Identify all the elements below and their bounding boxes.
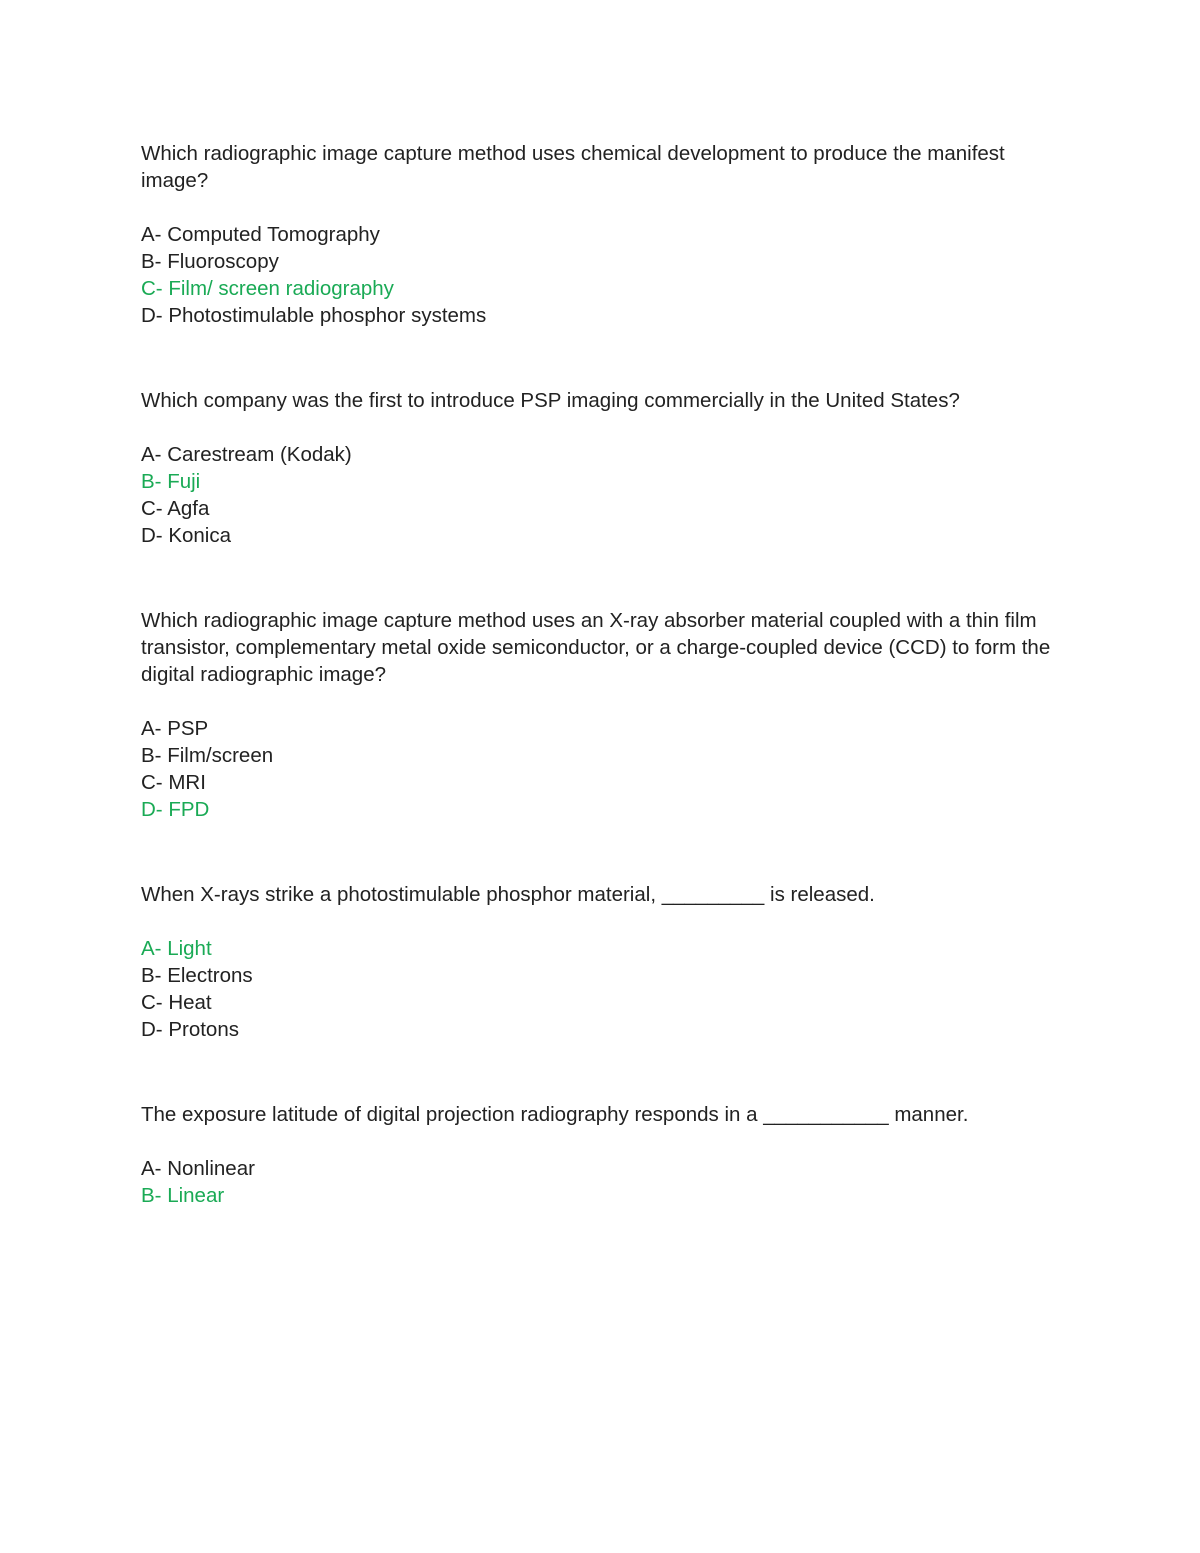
question-text: The exposure latitude of digital projection radiography responds in a ___________ manner. [141, 1103, 969, 1126]
answer-option: A- Carestream (Kodak) [141, 443, 352, 466]
correct-answer-option: D- FPD [141, 798, 210, 821]
answer-options [141, 715, 1061, 823]
answer-option: B- Fluoroscopy [141, 250, 279, 273]
question-5 [141, 1101, 1061, 1209]
answer-option: D- Protons [141, 1018, 239, 1041]
answer-option: C- Heat [141, 991, 212, 1014]
answer-option: D- Konica [141, 524, 232, 547]
correct-answer-option: B- Fuji [141, 470, 201, 493]
answer-option: C- Agfa [141, 497, 210, 520]
correct-answer-option: C- Film/ screen radiography [141, 277, 394, 300]
answer-options [141, 221, 1061, 329]
question-3 [141, 607, 1061, 823]
question-text: When X-rays strike a photostimulable phosphor material, _________ is released. [141, 883, 875, 906]
answer-option: B- Film/screen [141, 744, 274, 767]
answer-option: C- MRI [141, 771, 206, 794]
answer-option: D- Photostimulable phosphor systems [141, 304, 487, 327]
question-2 [141, 387, 1061, 549]
quiz-content [141, 140, 1061, 1209]
question-text: Which radiographic image capture method uses chemical development to produce the manifest image? [141, 142, 1005, 192]
correct-answer-option: A- Light [141, 937, 212, 960]
answer-options [141, 935, 1061, 1043]
answer-option: A- Nonlinear [141, 1157, 255, 1180]
question-4 [141, 881, 1061, 1043]
correct-answer-option: B- Linear [141, 1184, 225, 1207]
question-text: Which company was the first to introduce PSP imaging commercially in the United States? [141, 389, 960, 412]
answer-option: A- Computed Tomography [141, 223, 380, 246]
answer-option: B- Electrons [141, 964, 253, 987]
question-1 [141, 140, 1061, 329]
answer-options [141, 1155, 1061, 1209]
answer-option: A- PSP [141, 717, 209, 740]
question-text: Which radiographic image capture method uses an X-ray absorber material coupled with a thin film transistor, complementary metal oxide semiconductor, or a charge-coupled device (CCD) to form the digital radiographic image? [141, 609, 1051, 686]
answer-options [141, 441, 1061, 549]
